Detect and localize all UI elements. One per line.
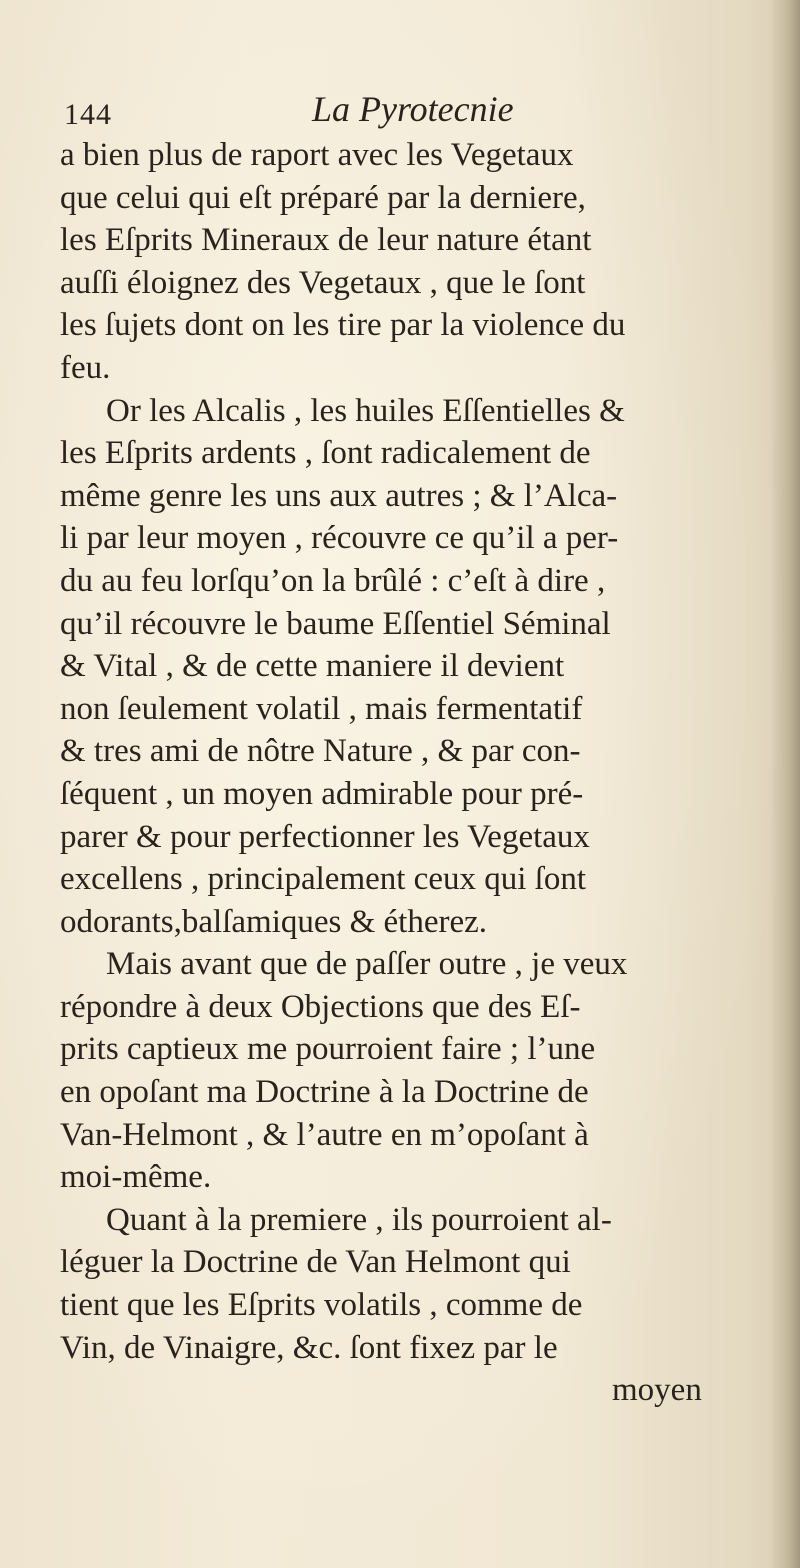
- paragraph-start-line: Mais avant que de paſſer outre , je veux: [106, 946, 628, 983]
- paragraph-start-line: Quant à la premiere , ils pourroient al-: [106, 1201, 612, 1238]
- text-line: tient que les Eſprits volatils , comme de: [60, 1287, 583, 1324]
- running-title: La Pyrotecnie: [312, 89, 514, 129]
- text-line: en opoſant ma Doctrine à la Doctrine de: [60, 1074, 589, 1111]
- text-line: Van-Helmont , & l’autre en m’opoſant à: [60, 1116, 589, 1153]
- page-header: [64, 88, 764, 132]
- catchword: moyen: [612, 1372, 702, 1409]
- text-line: répondre à deux Objections que des Eſ-: [60, 988, 581, 1025]
- body-text: [60, 134, 800, 1412]
- text-line: ſéquent , un moyen admirable pour pré-: [60, 775, 584, 812]
- text-line: les Eſprits Mineraux de leur nature étant: [60, 222, 592, 259]
- text-line: moi-même.: [60, 1159, 212, 1196]
- text-line: non ſeulement volatil , mais fermentatif: [60, 690, 583, 727]
- text-line: Vin, de Vinaigre, &c. ſont fixez par le: [60, 1329, 558, 1366]
- text-line: auſſi éloignez des Vegetaux , que le ſont: [60, 264, 586, 301]
- text-line: du au feu lorſqu’on la brûlé : c’eſt à dire ,: [60, 562, 606, 599]
- text-line: les ſujets dont on les tire par la violence du: [60, 307, 626, 344]
- text-line: prits captieux me pourroient faire ; l’une: [60, 1031, 596, 1068]
- text-line: excellens , principalement ceux qui ſont: [60, 861, 586, 898]
- text-line: qu’il récouvre le baume Eſſentiel Séminal: [60, 605, 611, 642]
- text-line: a bien plus de raport avec les Vegetaux: [60, 137, 574, 173]
- text-line: même genre les uns aux autres ; & l’Alca-: [60, 477, 618, 514]
- page-number: 144: [64, 98, 112, 131]
- text-line: li par leur moyen , récouvre ce qu’il a per-: [60, 520, 619, 557]
- text-line: & Vital , & de cette maniere il devient: [60, 648, 565, 685]
- text-line: les Eſprits ardents , ſont radicalement de: [60, 435, 591, 472]
- text-line: & tres ami de nôtre Nature , & par con-: [60, 733, 581, 770]
- text-line: odorants,balſamiques & étherez.: [60, 903, 488, 940]
- text-line: que celui qui eſt préparé par la derniere,: [60, 179, 586, 216]
- text-line: feu.: [60, 349, 111, 386]
- text-line: léguer la Doctrine de Van Helmont qui: [60, 1244, 571, 1281]
- text-line: parer & pour perfectionner les Vegetaux: [60, 818, 590, 855]
- paragraph-start-line: Or les Alcalis , les huiles Eſſentielles &: [106, 392, 625, 429]
